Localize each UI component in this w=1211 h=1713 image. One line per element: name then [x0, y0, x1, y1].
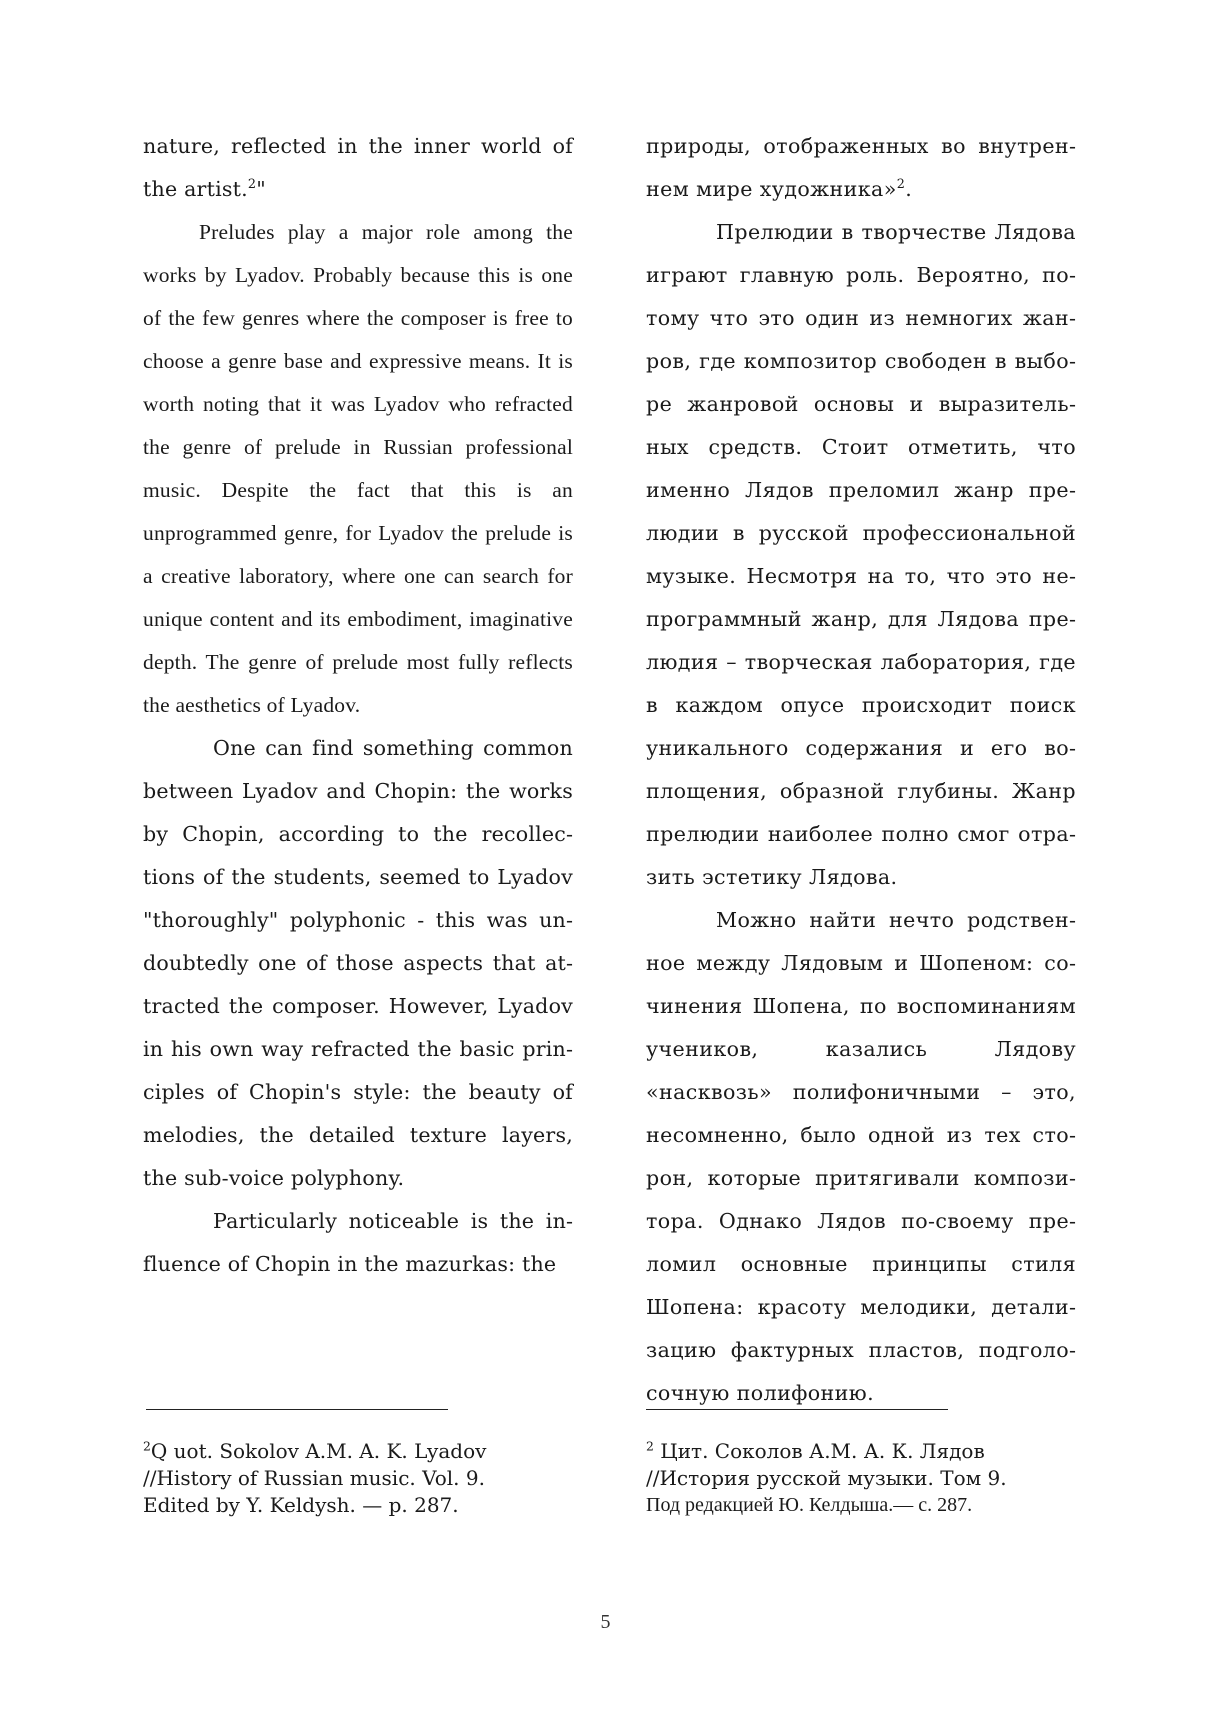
- footnote-english-line-2: //History of Russian music. Vol. 9.: [143, 1466, 485, 1490]
- footnote-english: [143, 1438, 573, 1519]
- english-paragraph-3: One can find something common between Lyadov and Chopin: the works by Chopin, according to the recollections of the students, seemed to Lyadov "thoroughly" polyphonic - this was undoubtedly one of those aspects that attracted the composer. However, Lyadov in his own way refracted the basic principles of Chopin's style: the beauty of melodies, the detailed texture layers, the sub-voice polyphony.: [143, 736, 573, 1190]
- russian-paragraph-1: [646, 125, 1076, 211]
- english-paragraph-1: [143, 125, 573, 211]
- footnote-reference: 2: [247, 177, 257, 193]
- english-text: [143, 125, 573, 1286]
- footnote-english-line-3: Edited by Y. Keldysh. — p. 287.: [143, 1493, 459, 1517]
- footnote-marker: 2: [646, 1438, 654, 1454]
- english-paragraph-2: Preludes play a major role among the works by Lyadov. Probably because this is one of the few genres where the composer is free to choose a genre base and expressive means. It is worth noting that it was Lyadov who refracted the genre of prelude in Russian professional music. Despite the fact that this is an unprogrammed genre, for Lyadov the prelude is a creative laboratory, where one can search for unique content and its embodiment, imaginative depth. The genre of prelude most fully reflects the aesthetics of Lyadov.: [143, 220, 573, 717]
- english-paragraph-1-text: nature, reflected in the inner world of the artist.: [143, 134, 573, 201]
- english-paragraph-4: Particularly noticeable is the influence of Chopin in the mazurkas: the: [143, 1209, 573, 1276]
- footnote-russian-line-3: Под редакцией Ю. Келдыша.— с. 287.: [646, 1494, 973, 1516]
- footnote-reference: 2: [896, 177, 906, 193]
- footnote-divider-right: [646, 1409, 948, 1410]
- footnote-russian: [646, 1438, 1076, 1519]
- footnote-marker: 2: [143, 1438, 151, 1454]
- footnote-divider-left: [146, 1409, 448, 1410]
- footnote-english-line-1: $^2$Q uot. Sokolov A.M. A. K. Lyadov: [143, 1438, 487, 1463]
- footnote-russian-line-1: $^2$ Цит. Соколов А.М. А. К. Лядов: [646, 1438, 985, 1463]
- russian-paragraph-1-text: природы, отображенных во внутреннем мире художника»: [646, 134, 1076, 201]
- closing-period: .: [905, 177, 913, 201]
- russian-column: [646, 125, 1076, 1415]
- footnote-russian-line-2: //История русской музыки. Том 9.: [646, 1466, 1007, 1490]
- russian-paragraph-2: Прелюдии в творчестве Лядова играют главную роль. Вероятно, потому что это один из немногих жанров, где композитор свободен в выборе жанровой основы и выразительных средств. Стоит отметить, что именно Лядов преломил жанр прелюдии в русской профессиональной музыке. Несмотря на то, что это непрограммный жанр, для Лядова прелюдия – творческая лаборатория, где в каждом опусе происходит поиск уникального содержания и его воплощения, образной глубины. Жанр прелюдии наиболее полно смог отразить эстетику Лядова.: [646, 220, 1076, 889]
- page-number: 5: [600, 1611, 611, 1633]
- russian-paragraph-3: Можно найти нечто родственное между Лядовым и Шопеном: сочинения Шопена, по воспоминаниям учеников, казались Лядову «насквозь» полифоничными – это, несомненно, было одной из тех сторон, которые притягивали композитора. Однако Лядов по-своему преломил основные принципы стиля Шопена: красоту мелодики, детализацию фактурных пластов, подголосочную полифонию.: [646, 908, 1076, 1405]
- english-column: [143, 125, 573, 1286]
- russian-text: [646, 125, 1076, 1415]
- closing-quote: ": [256, 177, 266, 201]
